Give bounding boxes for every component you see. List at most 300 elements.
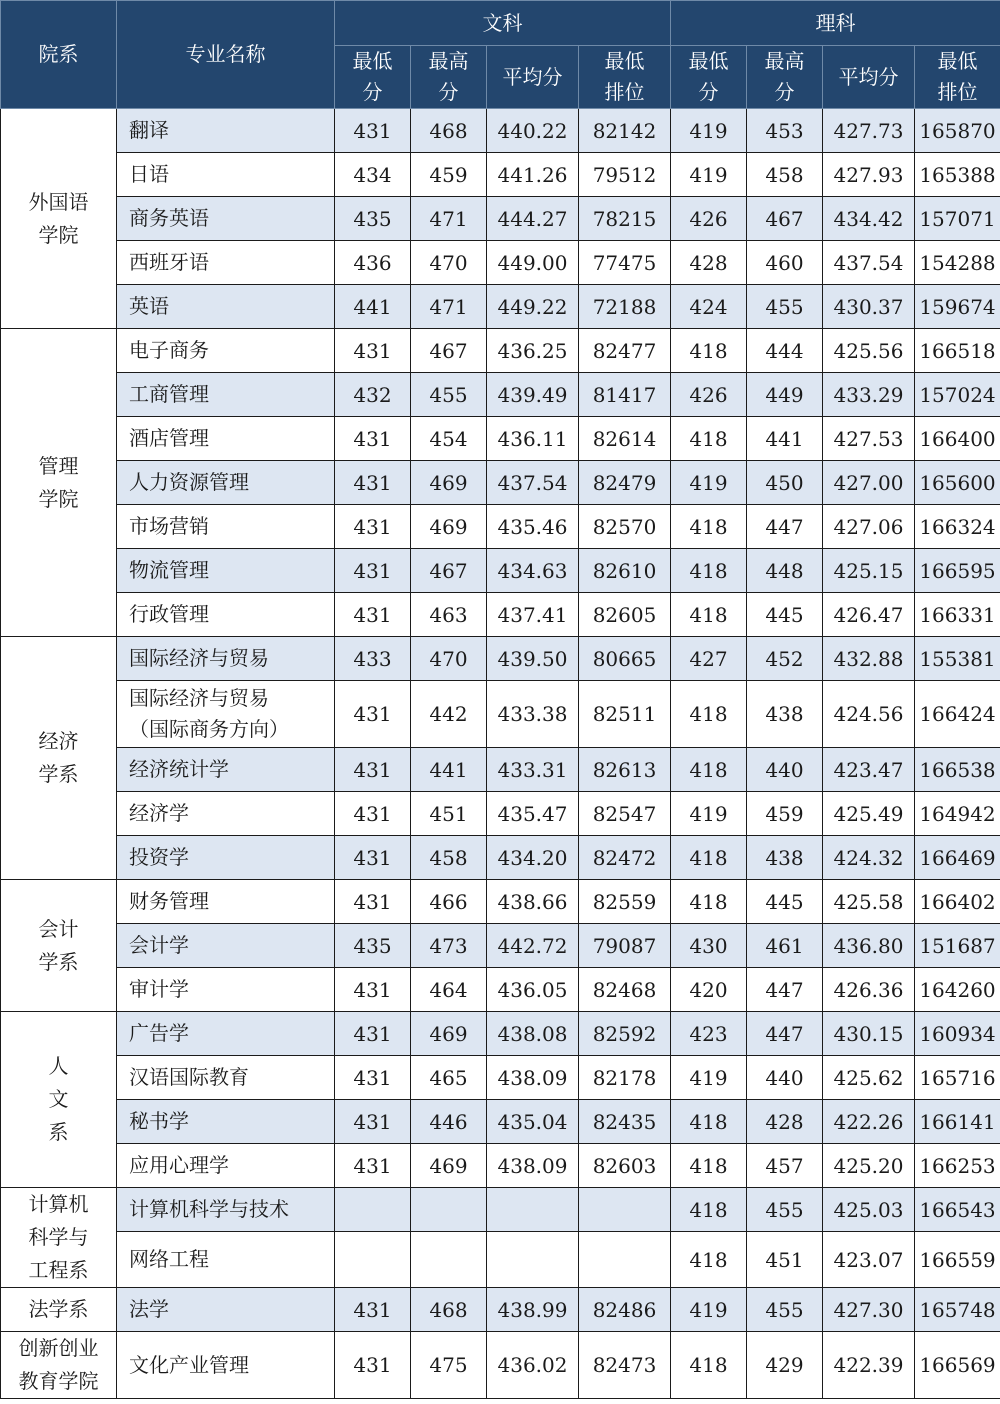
like-rank-cell: 166141	[915, 1100, 1000, 1144]
like-min-cell: 418	[671, 836, 747, 880]
major-cell: 法学	[117, 1288, 335, 1332]
wenke-max-cell: 455	[411, 373, 487, 417]
like-max-cell: 440	[747, 1056, 823, 1100]
like-max-cell: 428	[747, 1100, 823, 1144]
dept-cell: 人 文 系	[1, 1012, 117, 1188]
wenke-min-cell	[335, 1232, 411, 1288]
like-max-cell: 455	[747, 1288, 823, 1332]
wenke-max-cell: 469	[411, 1144, 487, 1188]
wenke-rank-cell: 82511	[579, 681, 671, 748]
like-avg-cell: 430.15	[823, 1012, 915, 1056]
wenke-avg-cell	[487, 1188, 579, 1232]
wenke-header: 文科	[335, 1, 671, 46]
wenke-max-cell: 451	[411, 792, 487, 836]
table-row	[1, 417, 1000, 461]
major-cell: 物流管理	[117, 549, 335, 593]
major-cell: 审计学	[117, 968, 335, 1012]
wenke-min-cell: 435	[335, 197, 411, 241]
wenke-max-cell: 475	[411, 1332, 487, 1399]
like-avg-cell: 425.03	[823, 1188, 915, 1232]
wenke-rank-cell: 79512	[579, 153, 671, 197]
table-row	[1, 1288, 1000, 1332]
wenke-rank-cell: 82605	[579, 593, 671, 637]
wenke-min-cell: 431	[335, 549, 411, 593]
wenke-avg-cell: 435.46	[487, 505, 579, 549]
dept-cell: 经济 学系	[1, 637, 117, 880]
table-row	[1, 1056, 1000, 1100]
major-cell: 行政管理	[117, 593, 335, 637]
wenke-min-cell	[335, 1188, 411, 1232]
like-max-cell: 451	[747, 1232, 823, 1288]
like-avg-cell: 425.49	[823, 792, 915, 836]
wenke-min-cell: 431	[335, 1332, 411, 1399]
wenke-avg-cell: 438.09	[487, 1056, 579, 1100]
wenke-avg-cell: 434.63	[487, 549, 579, 593]
wenke-max-cell: 465	[411, 1056, 487, 1100]
like-avg-cell: 422.39	[823, 1332, 915, 1399]
like-min-cell: 418	[671, 1188, 747, 1232]
wenke-min-cell: 431	[335, 1144, 411, 1188]
wenke-max-cell: 441	[411, 748, 487, 792]
wenke-avg-cell: 436.05	[487, 968, 579, 1012]
wenke-avg-cell: 439.50	[487, 637, 579, 681]
wenke-rank-cell: 82472	[579, 836, 671, 880]
wenke-rank-cell: 82486	[579, 1288, 671, 1332]
wenke-max-cell: 446	[411, 1100, 487, 1144]
like-rank-cell: 165600	[915, 461, 1000, 505]
dept-cell: 管理 学院	[1, 329, 117, 637]
like-rank-cell: 160934	[915, 1012, 1000, 1056]
table-row	[1, 968, 1000, 1012]
like-rank-cell: 166469	[915, 836, 1000, 880]
wenke-rank-cell: 82477	[579, 329, 671, 373]
wenke-max-cell	[411, 1232, 487, 1288]
like-max-cell: 438	[747, 836, 823, 880]
like-min-cell: 427	[671, 637, 747, 681]
wenke-avg-cell: 435.04	[487, 1100, 579, 1144]
like-min-cell: 418	[671, 1100, 747, 1144]
like-max-cell: 438	[747, 681, 823, 748]
like-avg-cell: 430.37	[823, 285, 915, 329]
wenke-rank-cell: 82468	[579, 968, 671, 1012]
wenke-avg-cell: 438.09	[487, 1144, 579, 1188]
like-max-cell: 445	[747, 880, 823, 924]
like-max-cell: 447	[747, 505, 823, 549]
table-row	[1, 505, 1000, 549]
table-row	[1, 461, 1000, 505]
table-row	[1, 1332, 1000, 1399]
wenke-max-cell: 466	[411, 880, 487, 924]
like-max-cell: 460	[747, 241, 823, 285]
like-rank-cell: 166559	[915, 1232, 1000, 1288]
like-rank-cell: 165870	[915, 109, 1000, 153]
like-rank-cell: 166400	[915, 417, 1000, 461]
wenke-avg-cell: 444.27	[487, 197, 579, 241]
like-avg-cell: 425.62	[823, 1056, 915, 1100]
major-cell: 酒店管理	[117, 417, 335, 461]
wenke-avg-cell: 434.20	[487, 836, 579, 880]
like-min-cell: 418	[671, 593, 747, 637]
like-max-header: 最高 分	[747, 46, 823, 109]
wenke-rank-cell: 77475	[579, 241, 671, 285]
like-min-cell: 418	[671, 1144, 747, 1188]
wenke-rank-cell: 82570	[579, 505, 671, 549]
like-avg-cell: 425.15	[823, 549, 915, 593]
like-rank-cell: 159674	[915, 285, 1000, 329]
like-avg-cell: 427.93	[823, 153, 915, 197]
wenke-min-cell: 431	[335, 329, 411, 373]
like-avg-cell: 426.47	[823, 593, 915, 637]
like-rank-cell: 166424	[915, 681, 1000, 748]
table-row	[1, 1144, 1000, 1188]
like-max-cell: 445	[747, 593, 823, 637]
major-cell: 日语	[117, 153, 335, 197]
wenke-rank-header: 最低 排位	[579, 46, 671, 109]
wenke-rank-cell: 82613	[579, 748, 671, 792]
wenke-min-cell: 433	[335, 637, 411, 681]
table-row	[1, 593, 1000, 637]
like-avg-cell: 427.30	[823, 1288, 915, 1332]
table-row	[1, 109, 1000, 153]
like-avg-cell: 427.06	[823, 505, 915, 549]
like-min-cell: 418	[671, 1232, 747, 1288]
wenke-avg-cell: 440.22	[487, 109, 579, 153]
wenke-avg-cell: 433.31	[487, 748, 579, 792]
wenke-max-cell: 442	[411, 681, 487, 748]
like-rank-cell: 157024	[915, 373, 1000, 417]
like-max-cell: 459	[747, 792, 823, 836]
table-row	[1, 373, 1000, 417]
like-avg-cell: 434.42	[823, 197, 915, 241]
wenke-rank-cell	[579, 1188, 671, 1232]
like-max-cell: 440	[747, 748, 823, 792]
like-rank-cell: 165388	[915, 153, 1000, 197]
major-cell: 经济学	[117, 792, 335, 836]
like-min-cell: 426	[671, 373, 747, 417]
wenke-max-cell: 464	[411, 968, 487, 1012]
wenke-avg-cell	[487, 1232, 579, 1288]
major-cell: 商务英语	[117, 197, 335, 241]
wenke-max-cell: 469	[411, 505, 487, 549]
wenke-rank-cell: 82614	[579, 417, 671, 461]
like-min-cell: 418	[671, 549, 747, 593]
wenke-avg-cell: 433.38	[487, 681, 579, 748]
like-avg-cell: 436.80	[823, 924, 915, 968]
major-cell: 汉语国际教育	[117, 1056, 335, 1100]
like-min-cell: 419	[671, 792, 747, 836]
like-min-cell: 419	[671, 1056, 747, 1100]
wenke-rank-cell: 82559	[579, 880, 671, 924]
wenke-rank-cell: 82142	[579, 109, 671, 153]
wenke-avg-cell: 437.54	[487, 461, 579, 505]
like-rank-cell: 166331	[915, 593, 1000, 637]
like-max-cell: 467	[747, 197, 823, 241]
major-cell: 计算机科学与技术	[117, 1188, 335, 1232]
major-cell: 文化产业管理	[117, 1332, 335, 1399]
like-avg-cell: 427.53	[823, 417, 915, 461]
wenke-avg-cell: 449.00	[487, 241, 579, 285]
wenke-avg-cell: 438.08	[487, 1012, 579, 1056]
wenke-min-cell: 435	[335, 924, 411, 968]
wenke-rank-cell: 81417	[579, 373, 671, 417]
wenke-min-cell: 431	[335, 748, 411, 792]
wenke-max-cell: 469	[411, 1012, 487, 1056]
wenke-rank-cell: 82592	[579, 1012, 671, 1056]
wenke-max-cell: 467	[411, 329, 487, 373]
wenke-max-cell: 469	[411, 461, 487, 505]
like-max-cell: 452	[747, 637, 823, 681]
wenke-avg-cell: 437.41	[487, 593, 579, 637]
like-avg-cell: 425.58	[823, 880, 915, 924]
like-min-cell: 418	[671, 880, 747, 924]
table-row	[1, 549, 1000, 593]
like-min-cell: 419	[671, 461, 747, 505]
major-cell: 电子商务	[117, 329, 335, 373]
like-avg-cell: 433.29	[823, 373, 915, 417]
like-rank-cell: 166402	[915, 880, 1000, 924]
wenke-min-cell: 431	[335, 968, 411, 1012]
wenke-rank-cell: 78215	[579, 197, 671, 241]
table-row	[1, 637, 1000, 681]
like-rank-cell: 165716	[915, 1056, 1000, 1100]
wenke-avg-cell: 439.49	[487, 373, 579, 417]
like-max-cell: 429	[747, 1332, 823, 1399]
like-avg-cell: 432.88	[823, 637, 915, 681]
like-max-cell: 457	[747, 1144, 823, 1188]
wenke-rank-cell: 82603	[579, 1144, 671, 1188]
wenke-min-cell: 431	[335, 1100, 411, 1144]
like-avg-cell: 437.54	[823, 241, 915, 285]
major-cell: 英语	[117, 285, 335, 329]
table-row	[1, 924, 1000, 968]
like-min-cell: 418	[671, 505, 747, 549]
wenke-max-cell	[411, 1188, 487, 1232]
wenke-avg-cell: 436.02	[487, 1332, 579, 1399]
like-max-cell: 453	[747, 109, 823, 153]
like-max-cell: 447	[747, 1012, 823, 1056]
wenke-avg-cell: 442.72	[487, 924, 579, 968]
like-avg-cell: 422.26	[823, 1100, 915, 1144]
major-cell: 投资学	[117, 836, 335, 880]
wenke-rank-cell: 82473	[579, 1332, 671, 1399]
major-cell: 人力资源管理	[117, 461, 335, 505]
wenke-rank-cell: 79087	[579, 924, 671, 968]
major-cell: 工商管理	[117, 373, 335, 417]
wenke-rank-cell: 80665	[579, 637, 671, 681]
wenke-min-cell: 431	[335, 505, 411, 549]
wenke-max-cell: 458	[411, 836, 487, 880]
wenke-max-cell: 467	[411, 549, 487, 593]
like-rank-cell: 166543	[915, 1188, 1000, 1232]
wenke-avg-cell: 438.99	[487, 1288, 579, 1332]
like-avg-cell: 423.47	[823, 748, 915, 792]
dept-header: 院系	[1, 1, 117, 109]
wenke-avg-cell: 436.25	[487, 329, 579, 373]
major-cell: 国际经济与贸易	[117, 637, 335, 681]
like-min-cell: 419	[671, 109, 747, 153]
wenke-max-cell: 468	[411, 109, 487, 153]
wenke-max-cell: 470	[411, 637, 487, 681]
wenke-min-cell: 431	[335, 681, 411, 748]
table-body	[1, 109, 1000, 1399]
wenke-rank-cell: 82178	[579, 1056, 671, 1100]
wenke-min-cell: 431	[335, 593, 411, 637]
major-cell: 经济统计学	[117, 748, 335, 792]
like-min-cell: 426	[671, 197, 747, 241]
like-max-cell: 455	[747, 285, 823, 329]
major-header: 专业名称	[117, 1, 335, 109]
like-avg-cell: 424.32	[823, 836, 915, 880]
like-rank-cell: 166253	[915, 1144, 1000, 1188]
like-max-cell: 455	[747, 1188, 823, 1232]
wenke-max-cell: 471	[411, 197, 487, 241]
major-cell: 网络工程	[117, 1232, 335, 1288]
wenke-rank-cell: 82547	[579, 792, 671, 836]
wenke-rank-cell: 82479	[579, 461, 671, 505]
dept-cell: 创新创业 教育学院	[1, 1332, 117, 1399]
wenke-max-cell: 463	[411, 593, 487, 637]
like-max-cell: 441	[747, 417, 823, 461]
like-min-cell: 418	[671, 417, 747, 461]
like-avg-cell: 424.56	[823, 681, 915, 748]
wenke-min-cell: 441	[335, 285, 411, 329]
wenke-min-cell: 436	[335, 241, 411, 285]
wenke-rank-cell: 82610	[579, 549, 671, 593]
like-rank-cell: 164260	[915, 968, 1000, 1012]
wenke-avg-header: 平均分	[487, 46, 579, 109]
like-rank-cell: 166569	[915, 1332, 1000, 1399]
like-rank-header: 最低 排位	[915, 46, 1000, 109]
dept-cell: 外国语 学院	[1, 109, 117, 329]
wenke-min-cell: 431	[335, 1288, 411, 1332]
dept-cell: 法学系	[1, 1288, 117, 1332]
major-cell: 翻译	[117, 109, 335, 153]
major-cell: 财务管理	[117, 880, 335, 924]
table-row	[1, 197, 1000, 241]
like-rank-cell: 165748	[915, 1288, 1000, 1332]
dept-cell: 会计 学系	[1, 880, 117, 1012]
wenke-min-cell: 434	[335, 153, 411, 197]
like-rank-cell: 155381	[915, 637, 1000, 681]
table-row	[1, 681, 1000, 748]
like-header: 理科	[671, 1, 1000, 46]
like-rank-cell: 166518	[915, 329, 1000, 373]
like-rank-cell: 157071	[915, 197, 1000, 241]
wenke-rank-cell: 72188	[579, 285, 671, 329]
like-rank-cell: 166538	[915, 748, 1000, 792]
major-cell: 西班牙语	[117, 241, 335, 285]
like-rank-cell: 151687	[915, 924, 1000, 968]
table-row	[1, 792, 1000, 836]
like-avg-cell: 427.00	[823, 461, 915, 505]
table-row	[1, 748, 1000, 792]
like-min-cell: 424	[671, 285, 747, 329]
like-min-cell: 420	[671, 968, 747, 1012]
major-cell: 秘书学	[117, 1100, 335, 1144]
like-min-cell: 419	[671, 153, 747, 197]
like-min-cell: 418	[671, 329, 747, 373]
like-max-cell: 461	[747, 924, 823, 968]
like-avg-cell: 426.36	[823, 968, 915, 1012]
like-min-cell: 430	[671, 924, 747, 968]
table-row	[1, 836, 1000, 880]
wenke-avg-cell: 436.11	[487, 417, 579, 461]
wenke-min-cell: 431	[335, 880, 411, 924]
table-row	[1, 329, 1000, 373]
like-min-cell: 419	[671, 1288, 747, 1332]
wenke-max-cell: 454	[411, 417, 487, 461]
wenke-min-cell: 431	[335, 1012, 411, 1056]
like-max-cell: 448	[747, 549, 823, 593]
like-max-cell: 458	[747, 153, 823, 197]
like-min-header: 最低 分	[671, 46, 747, 109]
like-avg-cell: 425.20	[823, 1144, 915, 1188]
table-row	[1, 1012, 1000, 1056]
wenke-avg-cell: 435.47	[487, 792, 579, 836]
major-cell: 广告学	[117, 1012, 335, 1056]
like-rank-cell: 164942	[915, 792, 1000, 836]
major-cell: 应用心理学	[117, 1144, 335, 1188]
like-min-cell: 428	[671, 241, 747, 285]
table-row	[1, 1232, 1000, 1288]
major-cell: 会计学	[117, 924, 335, 968]
table-row	[1, 285, 1000, 329]
like-min-cell: 423	[671, 1012, 747, 1056]
like-avg-cell: 425.56	[823, 329, 915, 373]
wenke-min-header: 最低 分	[335, 46, 411, 109]
wenke-min-cell: 431	[335, 109, 411, 153]
like-rank-cell: 154288	[915, 241, 1000, 285]
like-min-cell: 418	[671, 1332, 747, 1399]
wenke-min-cell: 431	[335, 792, 411, 836]
like-max-cell: 444	[747, 329, 823, 373]
table-row	[1, 1100, 1000, 1144]
wenke-avg-cell: 449.22	[487, 285, 579, 329]
wenke-rank-cell: 82435	[579, 1100, 671, 1144]
wenke-avg-cell: 441.26	[487, 153, 579, 197]
like-avg-cell: 423.07	[823, 1232, 915, 1288]
wenke-max-cell: 471	[411, 285, 487, 329]
dept-cell: 计算机 科学与 工程系	[1, 1188, 117, 1288]
wenke-max-cell: 473	[411, 924, 487, 968]
wenke-min-cell: 431	[335, 461, 411, 505]
wenke-max-cell: 468	[411, 1288, 487, 1332]
wenke-min-cell: 432	[335, 373, 411, 417]
major-cell: 国际经济与贸易 （国际商务方向）	[117, 681, 335, 748]
wenke-min-cell: 431	[335, 1056, 411, 1100]
table-row	[1, 153, 1000, 197]
table-row	[1, 241, 1000, 285]
major-cell: 市场营销	[117, 505, 335, 549]
wenke-avg-cell: 438.66	[487, 880, 579, 924]
like-rank-cell: 166595	[915, 549, 1000, 593]
wenke-rank-cell	[579, 1232, 671, 1288]
wenke-min-cell: 431	[335, 417, 411, 461]
wenke-min-cell: 431	[335, 836, 411, 880]
like-rank-cell: 166324	[915, 505, 1000, 549]
like-max-cell: 447	[747, 968, 823, 1012]
wenke-max-cell: 470	[411, 241, 487, 285]
like-avg-header: 平均分	[823, 46, 915, 109]
like-max-cell: 450	[747, 461, 823, 505]
like-min-cell: 418	[671, 681, 747, 748]
like-max-cell: 449	[747, 373, 823, 417]
wenke-max-header: 最高 分	[411, 46, 487, 109]
like-avg-cell: 427.73	[823, 109, 915, 153]
table-row	[1, 880, 1000, 924]
table-row	[1, 1188, 1000, 1232]
wenke-max-cell: 459	[411, 153, 487, 197]
